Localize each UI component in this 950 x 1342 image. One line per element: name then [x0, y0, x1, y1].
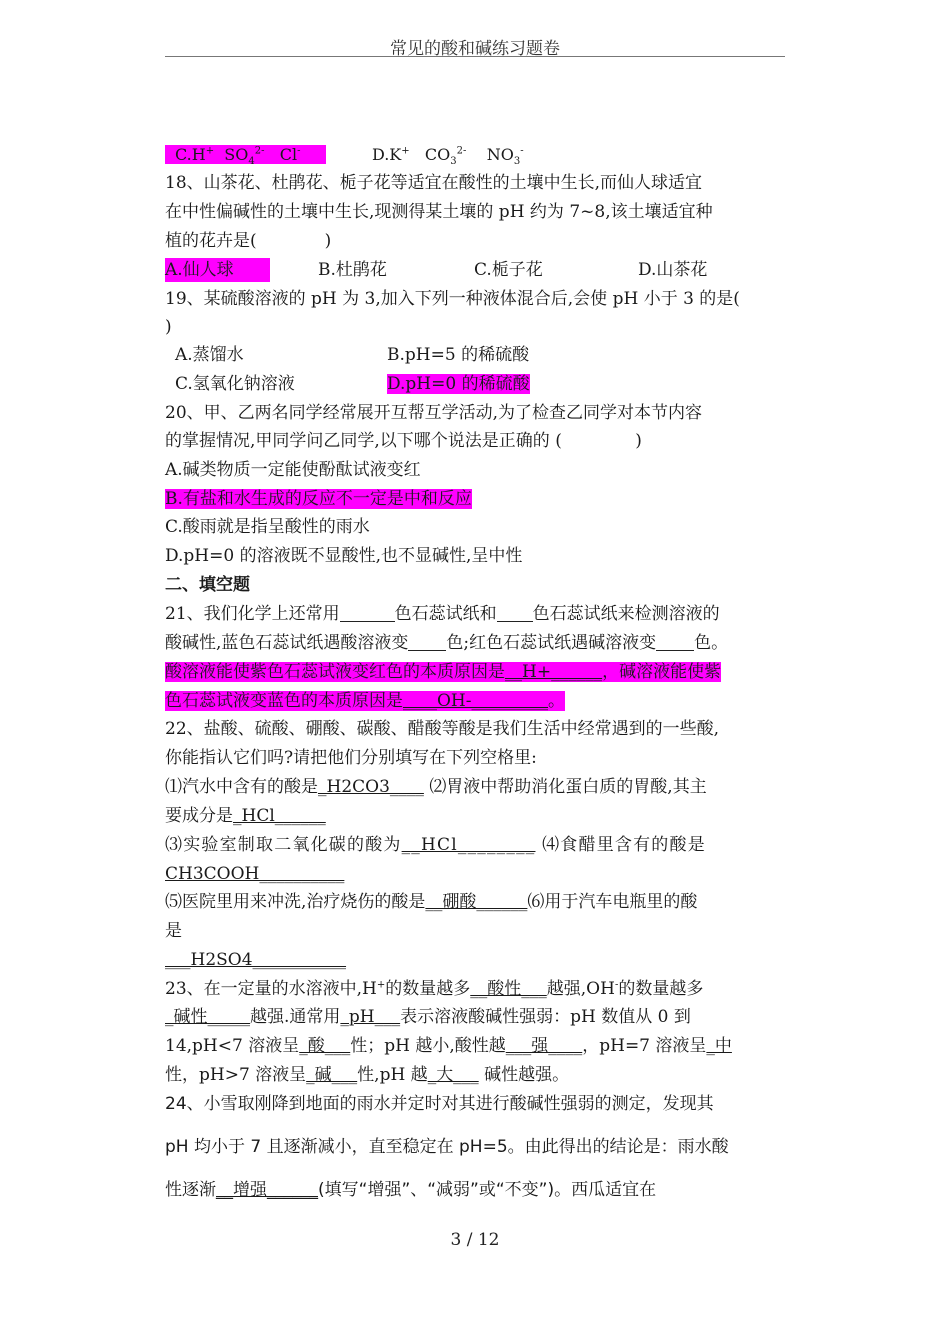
q22-line-7: ⑸医院里用来冲洗,治疗烧伤的酸是__硼酸______⑹用于汽车电瓶里的酸 [165, 892, 698, 912]
q23-answer-7: _碱___ [306, 1065, 358, 1085]
q20-option-a: A.碱类物质一定能使酚酞试液变红 [165, 460, 421, 480]
q19-option-a: A.蒸馏水 [175, 345, 244, 365]
q17-option-d: D.K+ $CO_3^{2-}$ $NO_3^-$ [371, 145, 524, 168]
q20-option-d: D.pH=0 的溶液既不显酸性,也不显碱性,呈中性 [165, 546, 523, 566]
q21-blank-3 [408, 631, 446, 651]
q23-line-4: 性，pH>7 溶液呈_碱___性,pH 越_大___ 碱性越强。 [165, 1065, 570, 1085]
q17-option-c: C.H+ $SO_4^{2-}$ Cl- [165, 145, 326, 164]
q20-line-2: 的掌握情况,甲同学问乙同学,以下哪个说法是正确的 ( ) [165, 431, 642, 451]
q18-line-3: 植的花卉是( ) [165, 231, 332, 251]
q24-answer: __增强______ [216, 1180, 318, 1200]
q19-option-d: D.pH=0 的稀硫酸 [387, 374, 530, 394]
q22-answer-2: _HCl______ [233, 806, 326, 826]
q18-line-2: 在中性偏碱性的土壤中生长,现测得某土壤的 pH 约为 7~8,该土壤适宜种 [165, 202, 713, 222]
q18-option-a: A.仙人球 [165, 258, 270, 282]
q23-line-2: _碱性_____越强.通常用_pH___表示溶液酸碱性强弱：pH 数值从 0 到 [165, 1007, 691, 1027]
q23-answer-6: _中 [706, 1036, 732, 1056]
q23-line-3: 14,pH<7 溶液呈_酸___性；pH 越小,酸性越___强____，pH=7 溶液呈_中 [165, 1036, 732, 1056]
header-divider [165, 56, 785, 57]
q22-answer-5: __硼酸______ [425, 892, 528, 912]
q23-answer-2: _碱性_____ [165, 1007, 250, 1027]
q21-blank-1 [340, 602, 395, 622]
q24-line-2: pH 均小于 7 且逐渐减小，直至稳定在 pH=5。由此得出的结论是：雨水酸 [165, 1137, 729, 1157]
q23-answer-8: _大___ [427, 1065, 479, 1085]
q20-option-b: B.有盐和水生成的反应不一定是中和反应 [165, 489, 472, 509]
q22-line-2: 你能指认它们吗?请把他们分别填写在下列空格里: [165, 748, 537, 768]
q22-line-9 [165, 948, 346, 972]
q21-answer-oh: ____OH-_________ [403, 691, 549, 711]
q24-line-3: 性逐渐__增强______(填写“增强”、“减弱”或“不变”)。西瓜适宜在 [165, 1180, 657, 1200]
q20-option-c: C.酸雨就是指呈酸性的雨水 [165, 517, 370, 537]
q22-line-1: 22、盐酸、硫酸、硼酸、碳酸、醋酸等酸是我们生活中经常遇到的一些酸, [165, 719, 720, 739]
q21-answer-h: __H+______ [505, 662, 603, 682]
q18-option-c: C.栀子花 [474, 260, 543, 280]
q23-answer-5: ___强____ [505, 1036, 583, 1056]
q22-answer-4: CH3COOH__________ [165, 864, 345, 884]
q23-answer-3: _pH___ [340, 1007, 401, 1027]
q17-options-line [165, 143, 524, 167]
q23-answer-4: _酸___ [299, 1036, 351, 1056]
q19-options-row-2 [175, 372, 530, 396]
q22-answer-3: __HCl________ [401, 835, 536, 855]
q22-line-8: 是 [165, 921, 182, 941]
q18-line-1: 18、山茶花、杜鹃花、栀子花等适宜在酸性的土壤中生长,而仙人球适宜 [165, 173, 703, 193]
q19-option-c: C.氢氧化钠溶液 [175, 374, 295, 394]
page-header: 常见的酸和碱练习题卷 [390, 39, 560, 59]
q19-line-1: 19、某硫酸溶液的 pH 为 3,加入下列一种液体混合后,会使 pH 小于 3 的是( [165, 289, 740, 309]
q22-line-6 [165, 862, 344, 886]
q22-line-5: ⑶实验室制取二氧化碳的酸为__HCl________ ⑷食醋里含有的酸是 [165, 835, 706, 855]
q19-options-row-1 [175, 343, 529, 367]
q23-answer-1: __酸性___ [470, 979, 547, 999]
q21-line-4: 色石蕊试液变蓝色的本质原因是____OH-_________。 [165, 691, 566, 711]
q22-line-3: ⑴汽水中含有的酸是_H2CO3____ ⑵胃液中帮助消化蛋白质的胃酸,其主 [165, 777, 707, 797]
q22-line-4: 要成分是_HCl______ [165, 806, 326, 826]
q23-line-1: 23、在一定量的水溶液中,H+的数量越多__酸性___越强,OH-的数量越多 [165, 979, 704, 999]
q19-line-2: ) [165, 317, 172, 337]
q24-line-1: 24、小雪取刚降到地面的雨水并定时对其进行酸碱性强弱的测定，发现其 [165, 1094, 714, 1114]
q21-line-3: 酸溶液能使紫色石蕊试液变红色的本质原因是__H+______，碱溶液能使紫 [165, 662, 722, 682]
q20-line-1: 20、甲、乙两名同学经常展开互帮互学活动,为了检查乙同学对本节内容 [165, 403, 703, 423]
q21-blank-2 [497, 602, 533, 622]
q21-blank-4 [656, 631, 694, 651]
q18-option-d: D.山茶花 [638, 260, 708, 280]
q22-answer-1: _H2CO3____ [318, 777, 424, 797]
q21-line-2: 酸碱性,蓝色石蕊试纸遇酸溶液变 色;红色石蕊试纸遇碱溶液变 色。 [165, 633, 729, 653]
q18-option-b: B.杜鹃花 [318, 260, 387, 280]
q21-line-1: 21、我们化学上还常用 色石蕊试纸和 色石蕊试纸来检测溶液的 [165, 604, 720, 624]
q18-options [165, 258, 707, 282]
q22-answer-6: ___H2SO4___________ [165, 950, 347, 970]
page-number: 3 / 12 [450, 1230, 500, 1250]
section-title: 二、填空题 [165, 575, 250, 595]
q19-option-b: B.pH=5 的稀硫酸 [387, 345, 530, 365]
